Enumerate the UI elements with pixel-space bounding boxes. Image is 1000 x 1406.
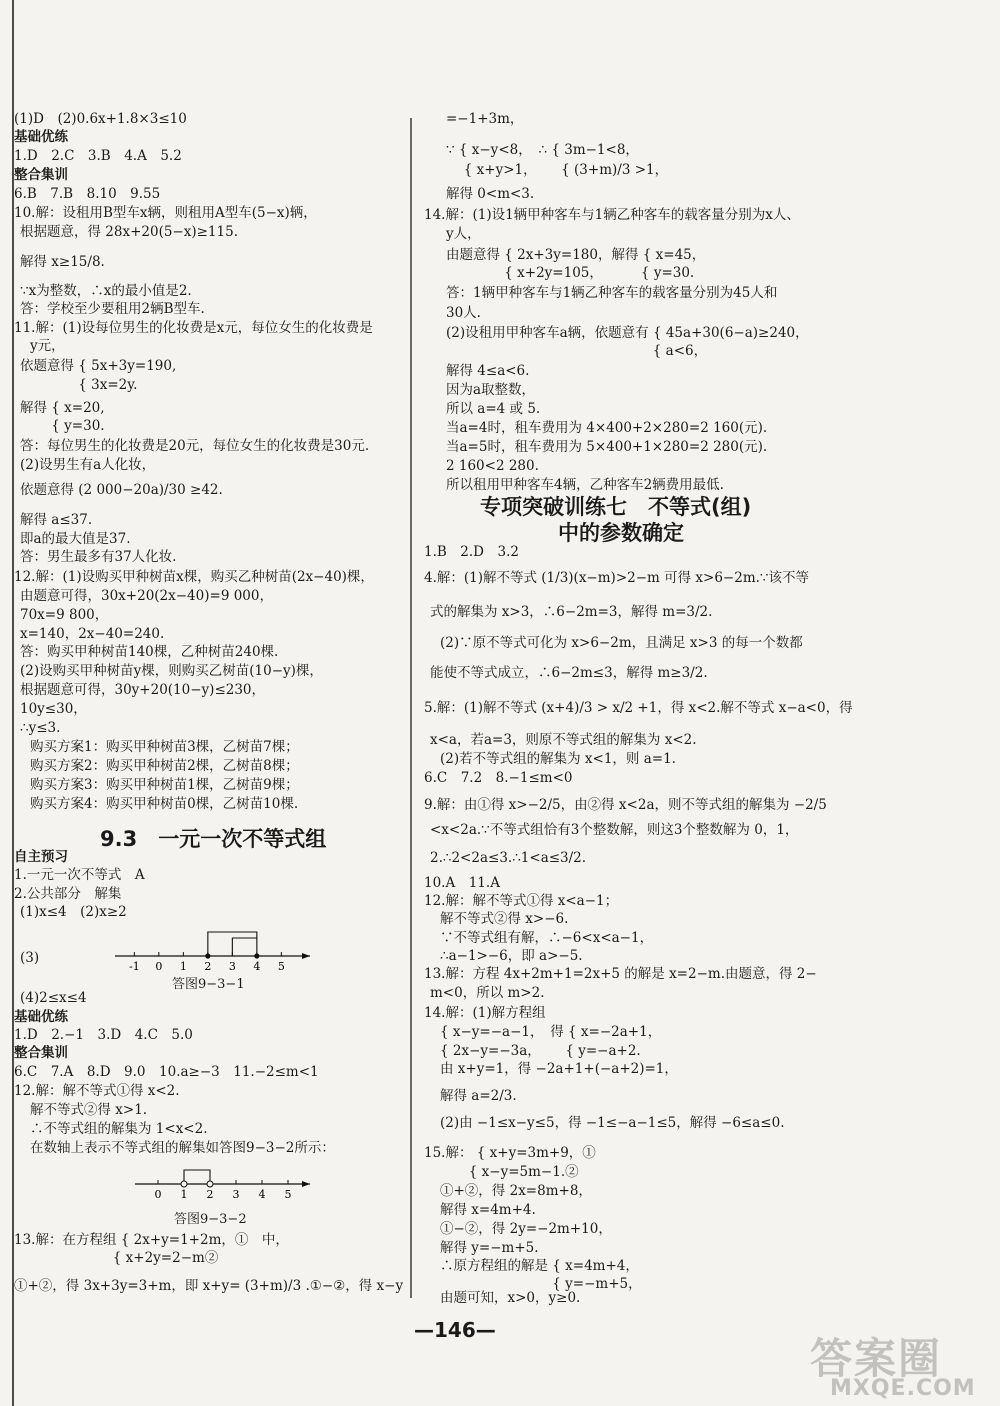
right-line: ∴原方程组的解是 { x=4m+4， — [440, 1258, 639, 1274]
endpoint-dot — [254, 953, 259, 958]
figure-caption-1: 答图9−3−1 — [172, 977, 245, 992]
right-section-title-2: 中的参数确定 — [558, 521, 684, 545]
left-line: 根据题意可得，30y+20(10−y)≤230， — [20, 682, 266, 698]
right-line: 解不等式②得 x>−6. — [440, 911, 569, 927]
right-line: ①−②，得 2y=−2m+10， — [440, 1221, 612, 1237]
left-line: 2.公共部分 解集 — [14, 886, 122, 902]
left-line: { x+2y=2−m② — [14, 1250, 219, 1266]
tick-label: 2 — [204, 960, 212, 973]
right-line: { x+y>1， { (3+m)/3 >1， — [446, 162, 669, 178]
left-line: 6.C 7.A 8.D 9.0 10.a≥−3 11.−2≤m<1 — [14, 1064, 319, 1080]
right-line: 5.解：(1)解不等式 (x+4)/3 > x/2 +1，得 x<2.解不等式 x−a<0，得 — [424, 700, 853, 716]
right-line: 30人. — [446, 305, 481, 321]
tick-label: 2 — [206, 1188, 214, 1201]
left-line: (3) — [20, 950, 40, 966]
right-line: (2)若不等式组的解集为 x<1，则 a=1. — [440, 751, 676, 767]
right-line: 能使不等式成立，∴6−2m≤3，解得 m≥3/2. — [430, 665, 708, 681]
right-line: { 2x−y=−3a， { y=−a+2. — [440, 1043, 641, 1059]
right-line: x<a，若a=3，则原不等式组的解集为 x<2. — [430, 732, 697, 748]
right-line: 12.解：解不等式①得 x<a−1； — [424, 893, 619, 909]
left-line: 依题意得 { 5x+3y=190, — [20, 358, 177, 374]
right-line: 所以租用甲种客车4辆，乙种客车2辆费用最低. — [446, 477, 724, 493]
right-line: 2.∴2<2a≤3.∴1<a≤3/2. — [430, 850, 587, 866]
right-line: { a<6， — [446, 343, 708, 359]
left-line: 基础优练 — [14, 1009, 68, 1025]
left-line: (2)设购买甲种树苗y棵，则购买乙树苗(10−y)棵， — [20, 663, 323, 679]
left-line: 10.解：设租用B型车x辆，则租用A型车(5−x)辆， — [14, 205, 317, 221]
right-line: { x−y=−a−1， 得 { x=−2a+1， — [440, 1024, 662, 1040]
right-section-title-1: 专项突破训练七 不等式(组) — [480, 495, 752, 519]
watermark — [810, 1326, 976, 1401]
right-line: 式的解集为 x>3，∴6−2m=3，解得 m=3/2. — [430, 604, 713, 620]
right-line: 因为a取整数， — [446, 382, 536, 398]
left-line: 整合集训 — [14, 1045, 68, 1061]
right-line: ∵不等式组有解，∴−6<x<a−1， — [440, 930, 654, 946]
left-line: ∴y≤3. — [20, 720, 61, 736]
tick-label: 4 — [258, 1188, 266, 1201]
left-line: 解得 a≤37. — [20, 512, 93, 528]
tick-label: 0 — [154, 1188, 162, 1201]
watermark-site: MXQE.COM — [830, 1376, 976, 1401]
left-line: { y=30. — [20, 418, 105, 434]
left-line: (1)D (2)0.6x+1.8×3≤10 — [14, 111, 187, 127]
tick-label: 1 — [180, 1188, 188, 1201]
left-line: (1)x≤4 (2)x≥2 — [20, 904, 127, 920]
tick-label: 1 — [179, 960, 187, 973]
right-line: 解得 4≤a<6. — [446, 363, 530, 379]
right-line: { y=−m+5， — [440, 1276, 642, 1292]
left-line: 解得 { x=20, — [20, 400, 105, 416]
section-title: 9.3 一元一次不等式组 — [100, 827, 327, 851]
right-line: 由题意得 { 2x+3y=180，解得 { x=45， — [446, 247, 706, 263]
endpoint-dot — [205, 953, 210, 958]
right-line: 9.解：由①得 x>−2/5，由②得 x<2a，则不等式组的解集为 −2/5 — [424, 797, 827, 813]
left-line: 购买方案2：购买甲种树苗2棵，乙树苗8棵； — [30, 758, 299, 774]
number-line-9-3-2 — [130, 1164, 320, 1204]
axis-arrow — [302, 953, 310, 959]
left-line: 购买方案1：购买甲种树苗3棵，乙树苗7棵； — [30, 739, 299, 755]
right-line: <x<2a.∵不等式组恰有3个整数解，则这3个整数解为 0，1， — [430, 822, 799, 838]
right-line: 当a=4时，租车费用为 4×400+2×280=2 160(元). — [446, 420, 768, 436]
tick-label: 5 — [284, 1188, 292, 1201]
left-line: ①+②，得 3x+3y=3+m，即 x+y= (3+m)/3 .①−②，得 x−y — [14, 1278, 404, 1294]
right-line: 由 x+y=1，得 −2a+1+(−a+2)=1， — [440, 1061, 678, 1077]
tick-label: 5 — [277, 960, 285, 973]
right-line: y人， — [446, 226, 481, 242]
right-line: 解得 a=2/3. — [440, 1088, 517, 1104]
left-line: 在数轴上表示不等式组的解集如答图9−3−2所示： — [30, 1140, 335, 1156]
left-line: 10y≤30， — [20, 701, 87, 717]
right-line: 由题可知，x>0，y≥0. — [440, 1290, 581, 1306]
right-line: =−1+3m， — [446, 111, 524, 127]
right-line: 所以 a=4 或 5. — [446, 401, 541, 417]
left-line: 即a的最大值是37. — [20, 531, 131, 547]
tick-label: 4 — [253, 960, 261, 973]
right-line: 答：1辆甲种客车与1辆乙种客车的载客量分别为45人和 — [446, 285, 778, 301]
right-line: { x−y=5m−1.② — [424, 1164, 579, 1180]
left-line: 70x=9 800， — [20, 607, 109, 623]
right-line: 13.解：方程 4x+2m+1=2x+5 的解是 x=2−m.由题意，得 2− — [424, 966, 817, 982]
right-line: (2)设租用甲种客车a辆，依题意有 { 45a+30(6−a)≥240， — [446, 325, 809, 341]
right-line: 当a=5时，租车费用为 5×400+1×280=2 280(元). — [446, 439, 768, 455]
right-line: 解得 y=−m+5. — [440, 1240, 539, 1256]
column-divider — [410, 118, 412, 1298]
right-line: 14.解：(1)解方程组 — [424, 1005, 546, 1021]
right-line: (2)∵原不等式可化为 x>6−2m，且满足 x>3 的每一个数都 — [440, 635, 803, 651]
left-line: 1.D 2.−1 3.D 4.C 5.0 — [14, 1027, 193, 1043]
tick-label: 3 — [232, 1188, 240, 1201]
left-line: 13.解：在方程组 { 2x+y=1+2m，① 中， — [14, 1232, 289, 1248]
left-line: x=140，2x−40=240. — [20, 626, 165, 642]
left-line: (2)设男生有a人化妆， — [20, 457, 156, 473]
number-line-9-3-1 — [115, 926, 315, 976]
right-line: m<0，所以 m>2. — [430, 985, 545, 1001]
right-line: 1.B 2.D 3.2 — [424, 544, 519, 560]
left-line: 12.解：(1)设购买甲种树苗x棵，购买乙种树苗(2x−40)棵， — [14, 569, 374, 585]
left-line: { 3x=2y. — [20, 377, 138, 393]
left-line: 解不等式②得 x>1. — [30, 1102, 148, 1118]
right-line: { x+2y=105， { y=30. — [446, 265, 695, 281]
left-line: 由题意可得，30x+20(2x−40)=9 000， — [20, 588, 273, 604]
left-line: ∴不等式组的解集为 1<x<2. — [30, 1121, 208, 1137]
left-line: y元， — [30, 338, 65, 354]
left-line: 基础优练 — [14, 129, 68, 145]
right-line: 10.A 11.A — [424, 875, 500, 891]
left-line: 答：购买甲种树苗140棵，乙种树苗240棵. — [20, 644, 279, 660]
left-line: 购买方案4：购买甲种树苗0棵，乙树苗10棵. — [30, 796, 299, 812]
right-line: ∴a−1>−6，即 a>−5. — [440, 948, 583, 964]
endpoint-circle — [207, 1181, 213, 1187]
left-line: 根据题意，得 28x+20(5−x)≥115. — [20, 224, 238, 240]
left-line: 依题意得 (2 000−20a)/30 ≥42. — [20, 482, 223, 498]
page-number: —146— — [414, 1318, 496, 1342]
right-line: ①+②，得 2x=8m+8， — [440, 1183, 592, 1199]
left-line: 1.D 2.C 3.B 4.A 5.2 — [14, 148, 182, 164]
watermark-chars: 答案圈 — [810, 1334, 943, 1383]
solution-bracket — [184, 1170, 210, 1181]
left-line: 答：学校至少要租用2辆B型车. — [20, 301, 205, 317]
left-line: ∵x为整数，∴x的最小值是2. — [20, 283, 192, 299]
left-line: 12.解：解不等式①得 x<2. — [14, 1083, 180, 1099]
endpoint-circle — [181, 1181, 187, 1187]
left-line: 答：每位男生的化妆费是20元，每位女生的化妆费是30元. — [20, 438, 370, 454]
right-line: ∵ { x−y<8， ∴ { 3m−1<8， — [446, 142, 639, 158]
tick-label: 0 — [155, 960, 163, 973]
right-line: 14.解：(1)设1辆甲种客车与1辆乙种客车的载客量分别为x人、 — [424, 207, 800, 223]
left-line: 整合集训 — [14, 167, 68, 183]
right-line: 6.C 7.2 8.−1≤m<0 — [424, 770, 573, 786]
tick-label: 3 — [228, 960, 236, 973]
right-line: 2 160<2 280. — [446, 458, 539, 474]
right-line: 解得 0<m<3. — [446, 186, 535, 202]
right-line: 15.解： { x+y=3m+9，① — [424, 1145, 596, 1161]
left-line: 购买方案3：购买甲种树苗1棵，乙树苗9棵； — [30, 777, 299, 793]
left-line: (4)2≤x≤4 — [20, 990, 87, 1006]
left-line: 答：男生最多有37人化妆. — [20, 549, 177, 565]
solution-bracket — [232, 938, 257, 956]
right-line: (2)由 −1≤x−y≤5，得 −1≤−a−1≤5，解得 −6≤a≤0. — [440, 1115, 785, 1131]
figure-caption-2: 答图9−3−2 — [174, 1212, 247, 1227]
left-line: 1.一元一次不等式 A — [14, 867, 145, 883]
left-line: 11.解：(1)设每位男生的化妆费是x元，每位女生的化妆费是 — [14, 320, 373, 336]
axis-arrow — [302, 1181, 310, 1187]
right-line: 解得 x=4m+4. — [440, 1202, 536, 1218]
left-line: 6.B 7.B 8.10 9.55 — [14, 186, 161, 202]
left-line: 解得 x≥15/8. — [20, 254, 105, 270]
left-line: 自主预习 — [14, 849, 68, 865]
tick-label: -1 — [128, 960, 140, 973]
right-line: 4.解：(1)解不等式 (1/3)(x−m)>2−m 可得 x>6−2m.∵该不等 — [424, 570, 810, 586]
